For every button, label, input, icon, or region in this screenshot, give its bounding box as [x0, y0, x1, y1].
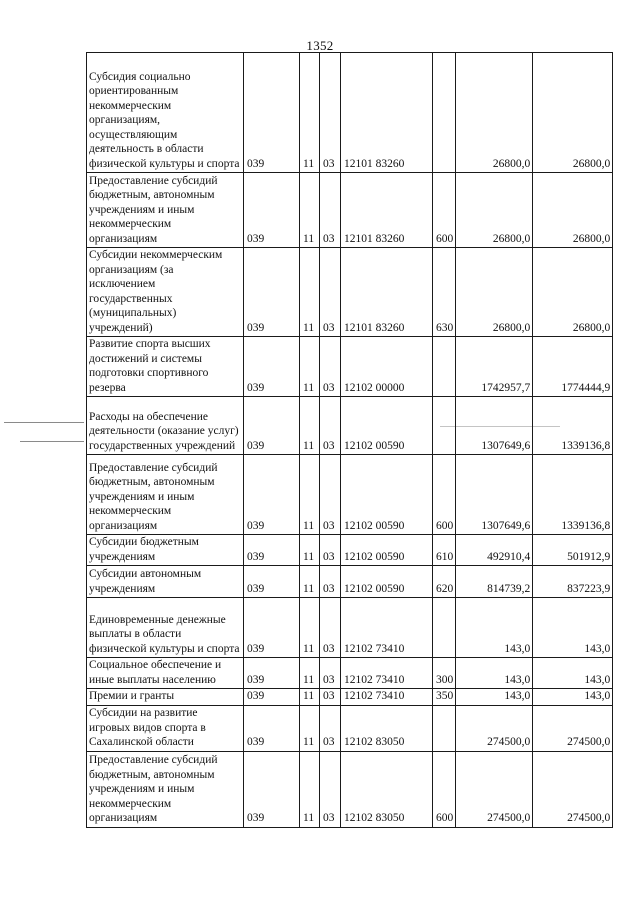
row-grbs: 039 — [244, 455, 300, 535]
row-subsection: 03 — [320, 53, 341, 173]
row-sum-year-2: 143,0 — [533, 658, 613, 689]
row-subsection: 03 — [320, 658, 341, 689]
row-expense-type: 300 — [433, 658, 456, 689]
row-target-article: 12102 00590 — [341, 535, 433, 566]
row-expense-type — [433, 598, 456, 658]
row-sum-year-1: 143,0 — [456, 658, 533, 689]
row-sum-year-1: 1307649,6 — [456, 397, 533, 455]
row-grbs: 039 — [244, 53, 300, 173]
row-name: Предоставление субсидий бюджетным, автономным учреждениям и иным некоммерческим организациям — [87, 173, 244, 248]
row-sum-year-2: 26800,0 — [533, 173, 613, 248]
row-section: 11 — [300, 751, 320, 827]
row-name: Субсидии автономным учреждениям — [87, 566, 244, 598]
row-name: Предоставление субсидий бюджетным, автономным учреждениям и иным некоммерческим организациям — [87, 751, 244, 827]
row-sum-year-1: 143,0 — [456, 689, 533, 706]
row-name: Социальное обеспечение и иные выплаты населению — [87, 658, 244, 689]
row-grbs: 039 — [244, 689, 300, 706]
row-expense-type: 610 — [433, 535, 456, 566]
row-expense-type — [433, 705, 456, 751]
row-sum-year-2: 274500,0 — [533, 751, 613, 827]
row-name: Развитие спорта высших достижений и системы подготовки спортивного резерва — [87, 337, 244, 397]
row-target-article: 12102 83050 — [341, 751, 433, 827]
row-name: Субсидии на развитие игровых видов спорта в Сахалинской области — [87, 705, 244, 751]
row-expense-type: 600 — [433, 173, 456, 248]
table-row — [87, 689, 613, 706]
row-name: Премии и гранты — [87, 689, 244, 706]
row-name: Субсидии бюджетным учреждениям — [87, 535, 244, 566]
row-sum-year-1: 1307649,6 — [456, 455, 533, 535]
row-subsection: 03 — [320, 689, 341, 706]
table-body — [87, 53, 613, 828]
row-sum-year-1: 274500,0 — [456, 705, 533, 751]
row-target-article: 12102 83050 — [341, 705, 433, 751]
table-row — [87, 337, 613, 397]
row-subsection: 03 — [320, 455, 341, 535]
row-subsection: 03 — [320, 705, 341, 751]
row-target-article: 12102 00590 — [341, 455, 433, 535]
row-target-article: 12102 00000 — [341, 337, 433, 397]
row-sum-year-2: 1774444,9 — [533, 337, 613, 397]
row-section: 11 — [300, 53, 320, 173]
row-sum-year-1: 492910,4 — [456, 535, 533, 566]
row-target-article: 12101 83260 — [341, 53, 433, 173]
row-section: 11 — [300, 658, 320, 689]
row-sum-year-1: 26800,0 — [456, 53, 533, 173]
row-sum-year-1: 143,0 — [456, 598, 533, 658]
table-row — [87, 566, 613, 598]
row-subsection: 03 — [320, 337, 341, 397]
table-row — [87, 53, 613, 173]
row-grbs: 039 — [244, 566, 300, 598]
row-target-article: 12101 83260 — [341, 173, 433, 248]
row-sum-year-1: 26800,0 — [456, 173, 533, 248]
row-subsection: 03 — [320, 397, 341, 455]
row-expense-type — [433, 337, 456, 397]
row-subsection: 03 — [320, 751, 341, 827]
row-sum-year-2: 501912,9 — [533, 535, 613, 566]
row-section: 11 — [300, 248, 320, 337]
page-number: 1352 — [306, 38, 334, 53]
table-row — [87, 248, 613, 337]
row-grbs: 039 — [244, 173, 300, 248]
row-grbs: 039 — [244, 337, 300, 397]
row-sum-year-2: 1339136,8 — [533, 397, 613, 455]
row-expense-type: 630 — [433, 248, 456, 337]
row-name: Субсидия социально ориентированным некоммерческим организациям, осуществляющим деятельность в области физической культуры и спорта — [87, 53, 244, 173]
row-name: Предоставление субсидий бюджетным, автономным учреждениям и иным некоммерческим организациям — [87, 455, 244, 535]
row-expense-type: 600 — [433, 455, 456, 535]
row-section: 11 — [300, 535, 320, 566]
row-sum-year-1: 274500,0 — [456, 751, 533, 827]
row-grbs: 039 — [244, 397, 300, 455]
row-name: Расходы на обеспечение деятельности (оказание услуг) государственных учреждений — [87, 397, 244, 455]
row-section: 11 — [300, 337, 320, 397]
row-section: 11 — [300, 705, 320, 751]
row-sum-year-2: 143,0 — [533, 689, 613, 706]
scan-artifact-line — [4, 422, 84, 423]
row-name: Единовременные денежные выплаты в области физической культуры и спорта — [87, 598, 244, 658]
row-subsection: 03 — [320, 173, 341, 248]
row-expense-type — [433, 53, 456, 173]
row-expense-type: 620 — [433, 566, 456, 598]
row-grbs: 039 — [244, 535, 300, 566]
table-row — [87, 397, 613, 455]
budget-table — [86, 52, 613, 828]
row-sum-year-2: 26800,0 — [533, 248, 613, 337]
row-target-article: 12101 83260 — [341, 248, 433, 337]
table-row — [87, 173, 613, 248]
row-expense-type — [433, 397, 456, 455]
row-section: 11 — [300, 173, 320, 248]
row-target-article: 12102 73410 — [341, 658, 433, 689]
row-sum-year-1: 1742957,7 — [456, 337, 533, 397]
row-target-article: 12102 73410 — [341, 598, 433, 658]
row-grbs: 039 — [244, 705, 300, 751]
row-sum-year-1: 26800,0 — [456, 248, 533, 337]
row-grbs: 039 — [244, 248, 300, 337]
table-row — [87, 658, 613, 689]
scan-artifact-line — [20, 441, 84, 442]
row-sum-year-2: 26800,0 — [533, 53, 613, 173]
row-name: Субсидии некоммерческим организациям (за исключением государственных (муниципальных) учреждений) — [87, 248, 244, 337]
row-expense-type: 350 — [433, 689, 456, 706]
table-row — [87, 455, 613, 535]
row-subsection: 03 — [320, 248, 341, 337]
table-row — [87, 598, 613, 658]
row-sum-year-1: 814739,2 — [456, 566, 533, 598]
row-grbs: 039 — [244, 751, 300, 827]
row-sum-year-2: 143,0 — [533, 598, 613, 658]
row-subsection: 03 — [320, 535, 341, 566]
row-subsection: 03 — [320, 598, 341, 658]
row-grbs: 039 — [244, 598, 300, 658]
table-row — [87, 751, 613, 827]
row-target-article: 12102 00590 — [341, 566, 433, 598]
row-sum-year-2: 837223,9 — [533, 566, 613, 598]
row-target-article: 12102 00590 — [341, 397, 433, 455]
table-row — [87, 705, 613, 751]
row-target-article: 12102 73410 — [341, 689, 433, 706]
row-sum-year-2: 274500,0 — [533, 705, 613, 751]
row-section: 11 — [300, 598, 320, 658]
row-grbs: 039 — [244, 658, 300, 689]
row-section: 11 — [300, 397, 320, 455]
table-row — [87, 535, 613, 566]
row-section: 11 — [300, 566, 320, 598]
row-section: 11 — [300, 455, 320, 535]
row-sum-year-2: 1339136,8 — [533, 455, 613, 535]
row-expense-type: 600 — [433, 751, 456, 827]
row-section: 11 — [300, 689, 320, 706]
row-subsection: 03 — [320, 566, 341, 598]
